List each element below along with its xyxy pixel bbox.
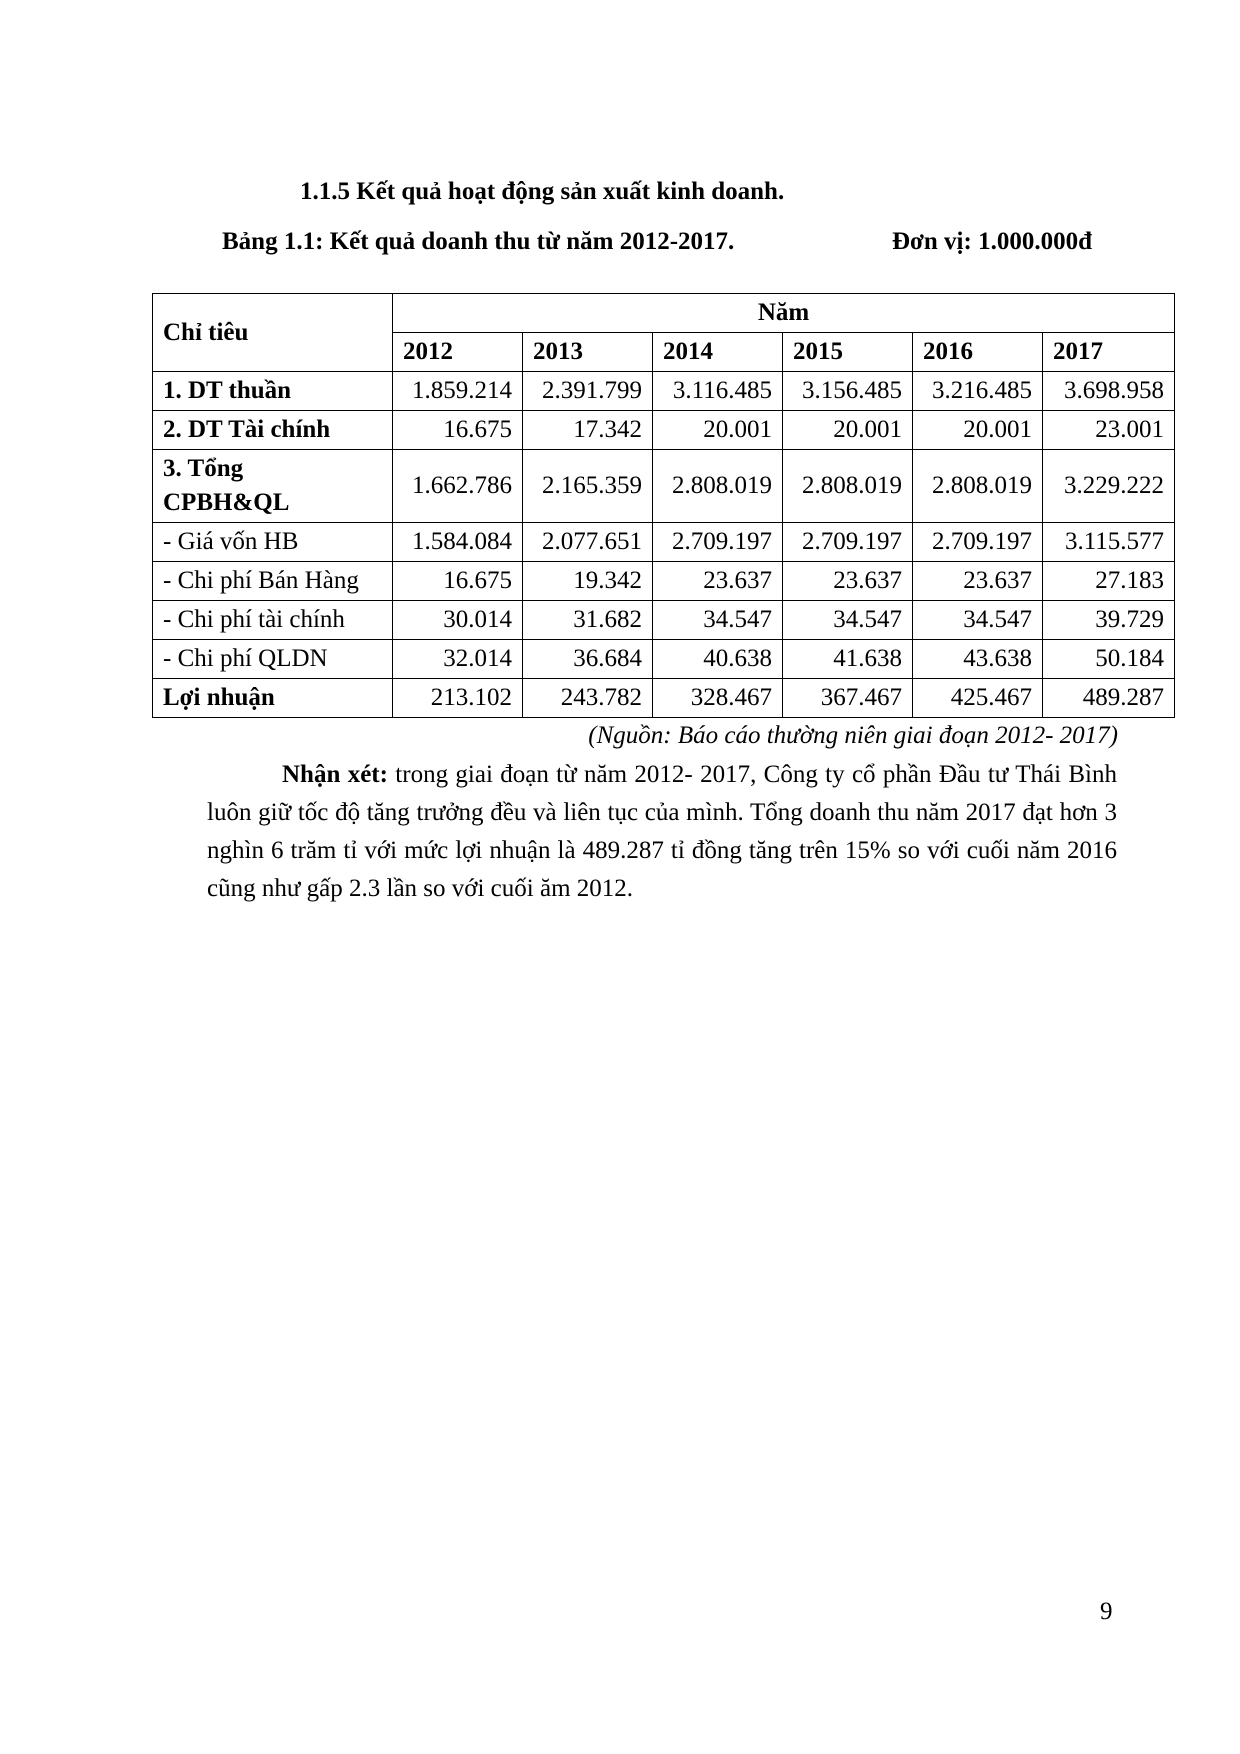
cell-value: 489.287 bbox=[1043, 679, 1175, 718]
cell-value: 27.183 bbox=[1043, 562, 1175, 601]
cell-value: 2.709.197 bbox=[653, 523, 783, 562]
table-row bbox=[153, 640, 1175, 679]
table-row bbox=[153, 523, 1175, 562]
cell-value: 1.662.786 bbox=[393, 450, 523, 523]
cell-value: 3.115.577 bbox=[1043, 523, 1175, 562]
cell-value: 23.637 bbox=[783, 562, 913, 601]
cell-value: 1.859.214 bbox=[393, 372, 523, 411]
table-row bbox=[153, 601, 1175, 640]
cell-value: 39.729 bbox=[1043, 601, 1175, 640]
comment-text: trong giai đoạn từ năm 2012- 2017, Công ty cổ phần Đầu tư Thái Bình luôn giữ tốc độ tăng trưởng đều và liên tục của mình. Tổng doanh thu năm 2017 đạt hơn 3 nghìn 6 trăm tỉ với mức lợi nhuận là 489.287 tỉ đồng tăng trên 15% so với cuối năm 2016 cũng như gấp 2.3 lần so với cuối ăm 2012. bbox=[207, 761, 1117, 902]
cell-value: 2.808.019 bbox=[653, 450, 783, 523]
cell-value: 30.014 bbox=[393, 601, 523, 640]
comment-paragraph bbox=[207, 756, 1117, 908]
cell-value: 41.638 bbox=[783, 640, 913, 679]
header-year: 2012 bbox=[393, 333, 523, 372]
header-year: 2015 bbox=[783, 333, 913, 372]
table-row bbox=[153, 562, 1175, 601]
cell-value: 17.342 bbox=[523, 411, 653, 450]
row-label-line: CPBH&QL bbox=[163, 489, 290, 516]
header-year: 2013 bbox=[523, 333, 653, 372]
table-row bbox=[153, 411, 1175, 450]
cell-value: 2.165.359 bbox=[523, 450, 653, 523]
page-number: 9 bbox=[1100, 1598, 1113, 1625]
cell-value: 425.467 bbox=[913, 679, 1043, 718]
header-nam: Năm bbox=[393, 294, 1175, 333]
cell-value: 20.001 bbox=[913, 411, 1043, 450]
header-chi-tieu: Chỉ tiêu bbox=[153, 294, 393, 372]
cell-value: 32.014 bbox=[393, 640, 523, 679]
row-label: 2. DT Tài chính bbox=[153, 411, 393, 450]
table-unit: Đơn vị: 1.000.000đ bbox=[892, 228, 1092, 255]
cell-value: 43.638 bbox=[913, 640, 1043, 679]
table-header-row bbox=[153, 294, 1175, 333]
header-year: 2014 bbox=[653, 333, 783, 372]
cell-value: 213.102 bbox=[393, 679, 523, 718]
cell-value: 20.001 bbox=[783, 411, 913, 450]
cell-value: 50.184 bbox=[1043, 640, 1175, 679]
cell-value: 23.001 bbox=[1043, 411, 1175, 450]
cell-value: 243.782 bbox=[523, 679, 653, 718]
table-caption bbox=[222, 228, 1122, 256]
cell-value: 16.675 bbox=[393, 411, 523, 450]
cell-value: 34.547 bbox=[653, 601, 783, 640]
cell-value: 3.698.958 bbox=[1043, 372, 1175, 411]
table-source: (Nguồn: Báo cáo thường niên giai đoạn 2012- 2017) bbox=[588, 722, 1118, 749]
table-row bbox=[153, 450, 1175, 523]
cell-value: 40.638 bbox=[653, 640, 783, 679]
cell-value: 1.584.084 bbox=[393, 523, 523, 562]
cell-value: 2.391.799 bbox=[523, 372, 653, 411]
row-label: - Chi phí tài chính bbox=[153, 601, 393, 640]
cell-value: 2.808.019 bbox=[913, 450, 1043, 523]
cell-value: 2.709.197 bbox=[913, 523, 1043, 562]
row-label: 1. DT thuần bbox=[153, 372, 393, 411]
revenue-table bbox=[152, 293, 1175, 718]
cell-value: 34.547 bbox=[913, 601, 1043, 640]
cell-value: 328.467 bbox=[653, 679, 783, 718]
table-row bbox=[153, 679, 1175, 718]
cell-value: 19.342 bbox=[523, 562, 653, 601]
row-label: Lợi nhuận bbox=[153, 679, 393, 718]
cell-value: 31.682 bbox=[523, 601, 653, 640]
cell-value: 3.229.222 bbox=[1043, 450, 1175, 523]
table-row bbox=[153, 372, 1175, 411]
row-label: - Giá vốn HB bbox=[153, 523, 393, 562]
comment-lead: Nhận xét: bbox=[282, 761, 388, 788]
cell-value: 3.156.485 bbox=[783, 372, 913, 411]
cell-value: 367.467 bbox=[783, 679, 913, 718]
cell-value: 20.001 bbox=[653, 411, 783, 450]
table-title: Bảng 1.1: Kết quả doanh thu từ năm 2012-2017. bbox=[222, 228, 735, 255]
cell-value: 3.216.485 bbox=[913, 372, 1043, 411]
cell-value: 36.684 bbox=[523, 640, 653, 679]
row-label: - Chi phí QLDN bbox=[153, 640, 393, 679]
row-label: - Chi phí Bán Hàng bbox=[153, 562, 393, 601]
cell-value: 2.808.019 bbox=[783, 450, 913, 523]
section-heading: 1.1.5 Kết quả hoạt động sản xuất kinh doanh. bbox=[300, 178, 785, 205]
cell-value: 34.547 bbox=[783, 601, 913, 640]
cell-value: 2.077.651 bbox=[523, 523, 653, 562]
cell-value: 2.709.197 bbox=[783, 523, 913, 562]
cell-value: 23.637 bbox=[913, 562, 1043, 601]
header-year: 2016 bbox=[913, 333, 1043, 372]
header-year: 2017 bbox=[1043, 333, 1175, 372]
cell-value: 16.675 bbox=[393, 562, 523, 601]
cell-value: 23.637 bbox=[653, 562, 783, 601]
row-label-line: 3. Tổng bbox=[163, 455, 244, 482]
row-label bbox=[153, 450, 393, 523]
cell-value: 3.116.485 bbox=[653, 372, 783, 411]
